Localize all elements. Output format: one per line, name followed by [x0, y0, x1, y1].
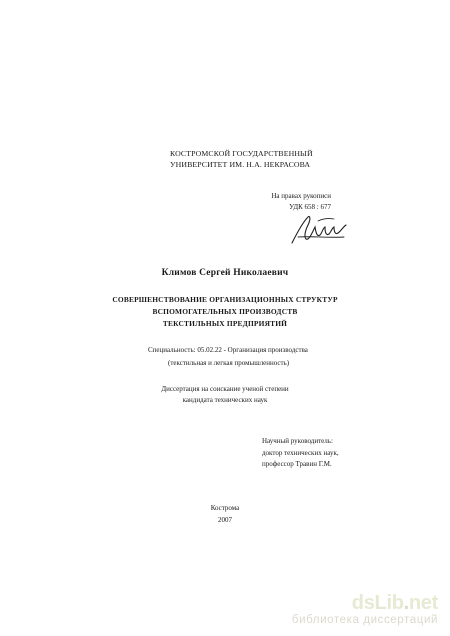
specialty-field: (текстильная и легкая промышленность): [168, 359, 290, 367]
title-line-1: СОВЕРШЕНСТВОВАНИЕ ОРГАНИЗАЦИОННЫХ СТРУКТУР: [112, 295, 338, 304]
watermark-logo-part1: dsLib: [351, 592, 404, 614]
city: Кострома: [210, 504, 240, 512]
supervisor-block: [262, 436, 339, 471]
specialty-code: Специальность: 05.02.22 - Организация производства: [148, 346, 308, 354]
year: 2007: [218, 516, 232, 524]
manuscript-rights-label: На правах рукописи: [271, 192, 331, 200]
supervisor-degree: доктор технических наук,: [262, 448, 339, 457]
manuscript-rights-block: [0, 191, 331, 212]
university-line-2: УНИВЕРСИТЕТ ИМ. Н.А. НЕКРАСОВА: [170, 160, 311, 169]
title-line-2: ВСПОМОГАТЕЛЬНЫХ ПРОИЗВОДСТВ: [152, 307, 298, 316]
handwritten-signature: [288, 213, 350, 247]
watermark: [292, 593, 438, 627]
watermark-logo: [292, 593, 438, 613]
watermark-subtitle: библиотека диссертаций: [291, 614, 438, 626]
university-header: [170, 148, 313, 170]
title-line-3: ТЕКСТИЛЬНЫХ ПРЕДПРИЯТИЙ: [162, 319, 288, 328]
watermark-logo-part2: net: [408, 592, 438, 614]
degree-line-2: кандидата технических наук: [182, 396, 268, 404]
udc-code: УДК 658 : 677: [289, 202, 331, 211]
university-line-1: КОСТРОМСКОЙ ГОСУДАРСТВЕННЫЙ: [170, 149, 313, 158]
watermark-logo-dot: .: [403, 592, 409, 614]
supervisor-name: профессор Травин Г.М.: [262, 460, 332, 468]
author-name: Климов Сергей Николаевич: [161, 268, 289, 278]
degree-line-1: Диссертация на соискание ученой степени: [161, 385, 289, 393]
supervisor-label: Научный руководитель:: [262, 437, 333, 445]
place-and-year: [0, 502, 450, 526]
dissertation-title: [0, 294, 450, 330]
degree-statement: [0, 384, 450, 406]
specialty-block: [148, 344, 308, 370]
